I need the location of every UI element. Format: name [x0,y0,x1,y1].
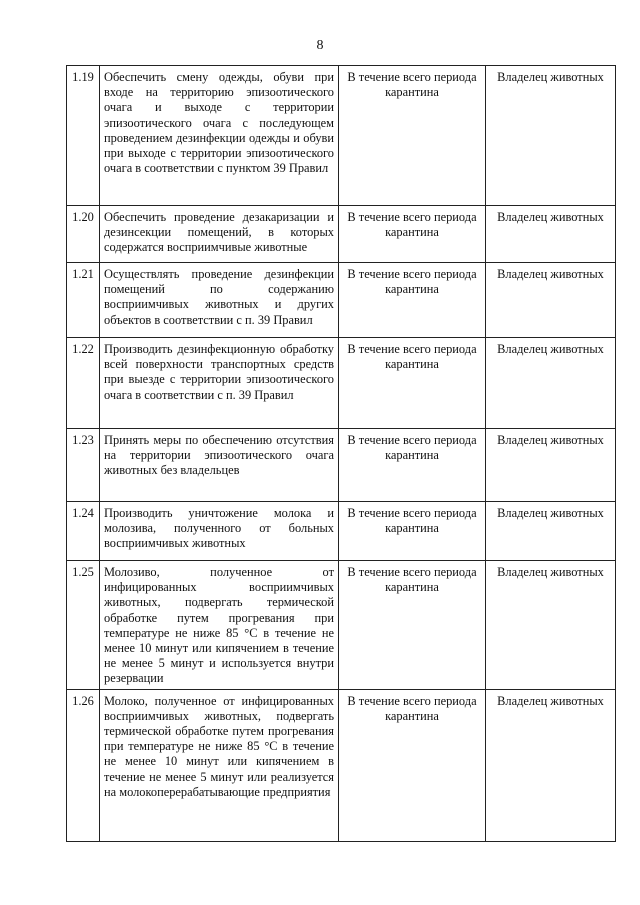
term-text: В течение всего периода карантина [339,502,486,561]
row-number: 1.21 [67,263,100,338]
responsible-text: Владелец животных [486,689,616,841]
row-number: 1.26 [67,689,100,841]
term-text: В течение всего периода карантина [339,66,486,206]
measure-text: Обеспечить смену одежды, обуви при входе на территорию эпизоотического очага и выходе с территории эпизоотического очага с последующем проведением дезинфекции одежды и обуви при выходе с территории эпизоотического очага в соответствии с пунктом 39 Правил [100,66,339,206]
row-number: 1.19 [67,66,100,206]
term-text: В течение всего периода карантина [339,338,486,429]
responsible-text: Владелец животных [486,561,616,690]
responsible-text: Владелец животных [486,263,616,338]
responsible-text: Владелец животных [486,429,616,502]
page-number: 8 [316,38,324,53]
table-row [67,502,616,561]
measures-table [66,65,616,842]
measure-text: Обеспечить проведение дезакаризации и дезинсекции помещений, в которых содержатся восприимчивые животные [100,206,339,263]
table-row [67,429,616,502]
table-row [67,689,616,841]
measure-text: Осуществлять проведение дезинфекции помещений по содержанию восприимчивых животных и других объектов в соответствии с п. 39 Правил [100,263,339,338]
responsible-text: Владелец животных [486,66,616,206]
row-number: 1.22 [67,338,100,429]
term-text: В течение всего периода карантина [339,206,486,263]
table-row [67,263,616,338]
table-row [67,66,616,206]
responsible-text: Владелец животных [486,502,616,561]
responsible-text: Владелец животных [486,338,616,429]
row-number: 1.20 [67,206,100,263]
measure-text: Молозиво, полученное от инфицированных восприимчивых животных, подвергать термической обработке путем прогревания при температуре не ниже 85 °С в течение не менее 10 минут или кипячением в течение не менее 5 минут и используется внутри резервации [100,561,339,690]
measure-text: Молоко, полученное от инфицированных восприимчивых животных, подвергать термической обработке путем прогревания при температуре не ниже 85 °С в течение не менее 10 минут или кипячением в течение не менее 5 минут или реализуется на молокоперерабатывающие предприятия [100,689,339,841]
responsible-text: Владелец животных [486,206,616,263]
measure-text: Принять меры по обеспечению отсутствия на территории эпизоотического очага животных без владельцев [100,429,339,502]
row-number: 1.24 [67,502,100,561]
row-number: 1.23 [67,429,100,502]
term-text: В течение всего периода карантина [339,689,486,841]
term-text: В течение всего периода карантина [339,561,486,690]
measure-text: Производить уничтожение молока и молозива, полученного от больных восприимчивых животных [100,502,339,561]
table-row [67,561,616,690]
table-row [67,338,616,429]
term-text: В течение всего периода карантина [339,429,486,502]
term-text: В течение всего периода карантина [339,263,486,338]
row-number: 1.25 [67,561,100,690]
table-row [67,206,616,263]
measure-text: Производить дезинфекционную обработку всей поверхности транспортных средств при выезде с территории эпизоотического очага в соответствии с п. 39 Правил [100,338,339,429]
